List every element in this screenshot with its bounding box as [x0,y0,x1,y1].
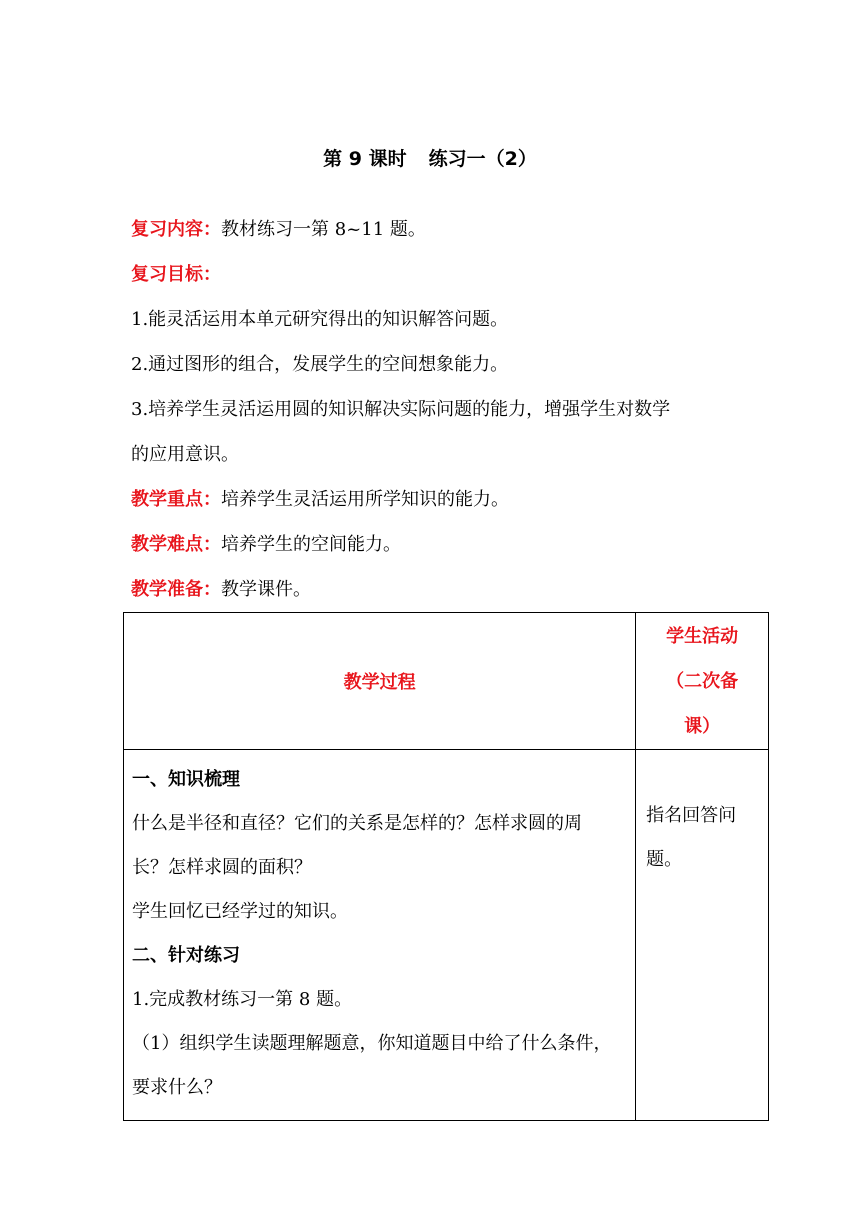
lesson-name: 练习一（2） [428,148,537,170]
preparation-label: 教学准备： [131,579,221,600]
student-activity-cell [636,750,769,1121]
header-student-activity [636,613,769,750]
section2-line-1: 1.完成教材练习一第 8 题。 [132,989,353,1010]
review-content-text: 教材练习一第 8~11 题。 [221,219,426,240]
preparation [131,578,311,602]
section1-line-3: 学生回忆已经学过的知识。 [132,901,348,922]
preparation-text: 教学课件。 [221,579,311,600]
difficulty [131,533,401,557]
difficulty-text: 培养学生的空间能力。 [221,534,401,555]
header-activity-line-3: 课） [684,716,721,737]
teaching-process-cell [124,750,636,1121]
header-activity-line-1: 学生活动 [666,626,739,647]
table-header-row [124,613,769,750]
section2-line-2: （1）组织学生读题理解题意，你知道题目中给了什么条件， [132,1033,612,1054]
review-goal-3: 3.培养学生灵活运用圆的知识解决实际问题的能力，增强学生对数学 [131,399,671,420]
lesson-number: 第 9 课时 [323,148,407,170]
review-goals-heading [131,263,221,287]
activity-line-2: 题。 [646,849,683,870]
section1-line-1: 什么是半径和直径？它们的关系是怎样的？怎样求圆的周 [132,813,582,834]
review-content-label: 复习内容： [131,219,221,240]
section1-line-2: 长？怎样求圆的面积？ [132,857,312,878]
key-point-text: 培养学生灵活运用所学知识的能力。 [221,489,509,510]
lesson-table [123,612,769,1121]
review-goal-3-continued: 的应用意识。 [131,444,239,465]
review-goal-1: 1.能灵活运用本单元研究得出的知识解答问题。 [131,309,509,330]
table-body-row [124,750,769,1121]
header-teaching-process: 教学过程 [124,613,636,750]
key-point [131,488,509,512]
difficulty-label: 教学难点： [131,534,221,555]
page-title [0,144,860,171]
review-goal-2: 2.通过图形的组合，发展学生的空间想象能力。 [131,354,509,375]
header-activity-line-2: （二次备 [666,671,739,692]
key-point-label: 教学重点： [131,489,221,510]
activity-line-1: 指名回答问 [646,805,737,826]
section-targeted-practice-title: 二、针对练习 [132,945,240,966]
review-goals-label: 复习目标： [131,264,221,285]
section-knowledge-review-title: 一、知识梳理 [132,769,240,790]
review-content [131,218,426,242]
section2-line-3: 要求什么？ [132,1077,222,1098]
